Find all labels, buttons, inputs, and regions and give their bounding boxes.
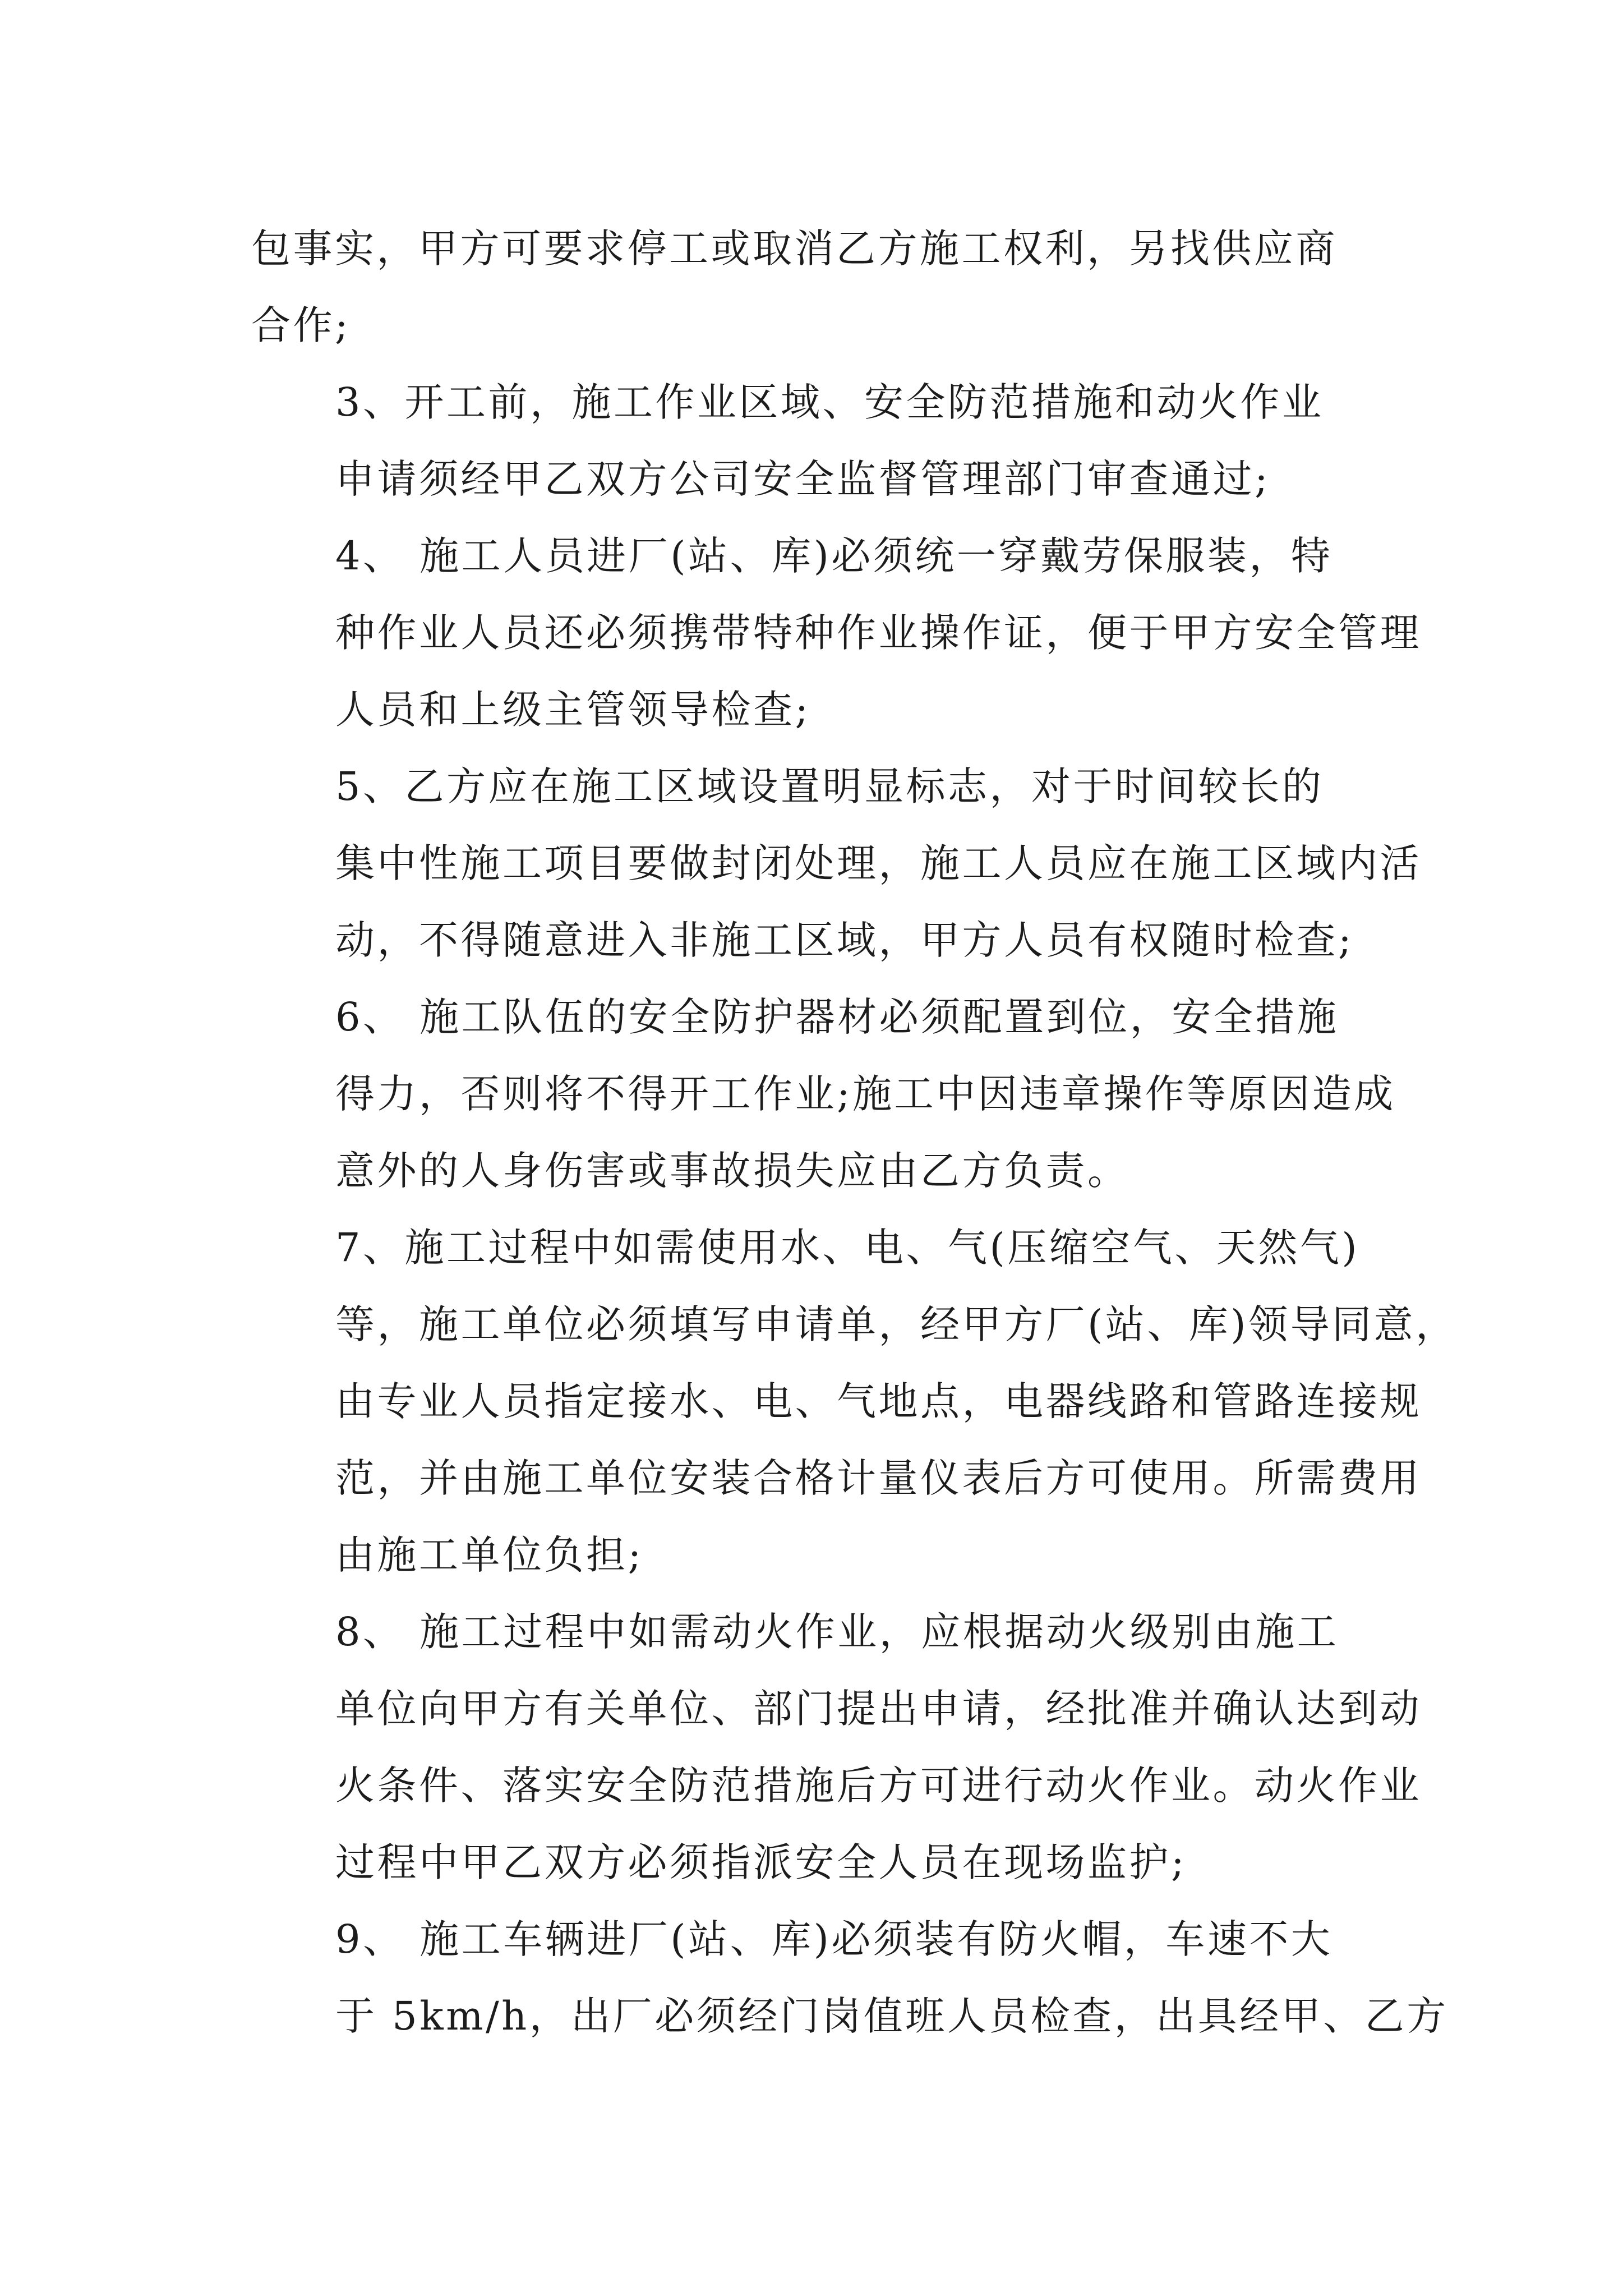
paragraph bbox=[251, 210, 1387, 364]
text-line: 于 5km/h，出厂必须经门岗值班人员检查，出具经甲、乙方 bbox=[335, 1993, 1449, 2039]
text-line: 4、 施工人员进厂(站、库)必须统一穿戴劳保服装，特 bbox=[335, 533, 1333, 579]
text-line: 6、 施工队伍的安全防护器材必须配置到位，安全措施 bbox=[335, 994, 1339, 1040]
text-line: 火条件、落实安全防范措施后方可进行动火作业。动火作业 bbox=[335, 1763, 1422, 1809]
text-line: 7、施工过程中如需使用水、电、气(压缩空气、天然气) bbox=[335, 1225, 1360, 1271]
text-line: 动，不得随意进入非施工区域，甲方人员有权随时检查; bbox=[335, 917, 1354, 963]
paragraph bbox=[251, 518, 1422, 748]
paragraph bbox=[251, 1594, 1422, 1901]
text-line: 得力，否则将不得开工作业;施工中因违章操作等原因造成 bbox=[335, 1071, 1396, 1117]
text-line: 集中性施工项目要做封闭处理，施工人员应在施工区域内活 bbox=[335, 840, 1422, 886]
text-line: 意外的人身伤害或事故损失应由乙方负责。 bbox=[335, 1148, 1129, 1194]
text-line: 种作业人员还必须携带特种作业操作证，便于甲方安全管理 bbox=[335, 610, 1422, 656]
text-line: 5、乙方应在施工区域设置明显标志，对于时间较长的 bbox=[335, 763, 1324, 809]
text-line: 申请须经甲乙双方公司安全监督管理部门审查通过; bbox=[335, 456, 1271, 502]
paragraph bbox=[251, 748, 1422, 979]
paragraph bbox=[251, 979, 1396, 1209]
text-line: 过程中甲乙双方必须指派安全人员在现场监护; bbox=[335, 1839, 1187, 1885]
text-line: 8、 施工过程中如需动火作业，应根据动火级别由施工 bbox=[335, 1609, 1339, 1655]
text-line: 单位向甲方有关单位、部门提出申请，经批准并确认达到动 bbox=[335, 1686, 1422, 1732]
text-line: 合作; bbox=[251, 302, 351, 348]
paragraph bbox=[251, 1209, 1458, 1594]
paragraph bbox=[251, 1901, 1449, 2055]
text-line: 由施工单位负担; bbox=[335, 1532, 644, 1578]
text-line: 由专业人员指定接水、电、气地点，电器线路和管路连接规 bbox=[335, 1378, 1422, 1424]
document-body bbox=[251, 210, 1458, 2055]
text-line: 人员和上级主管领导检查; bbox=[335, 687, 811, 733]
text-line: 3、开工前，施工作业区域、安全防范措施和动火作业 bbox=[335, 379, 1324, 425]
paragraph bbox=[251, 364, 1387, 518]
text-line: 范，并由施工单位安装合格计量仪表后方可使用。所需费用 bbox=[335, 1455, 1422, 1501]
text-line: 包事实，甲方可要求停工或取消乙方施工权利，另找供应商 bbox=[251, 226, 1338, 272]
text-line: 等，施工单位必须填写申请单，经甲方厂(站、库)领导同意， bbox=[335, 1301, 1458, 1347]
text-line: 9、 施工车辆进厂(站、库)必须装有防火帽，车速不大 bbox=[335, 1916, 1333, 1962]
